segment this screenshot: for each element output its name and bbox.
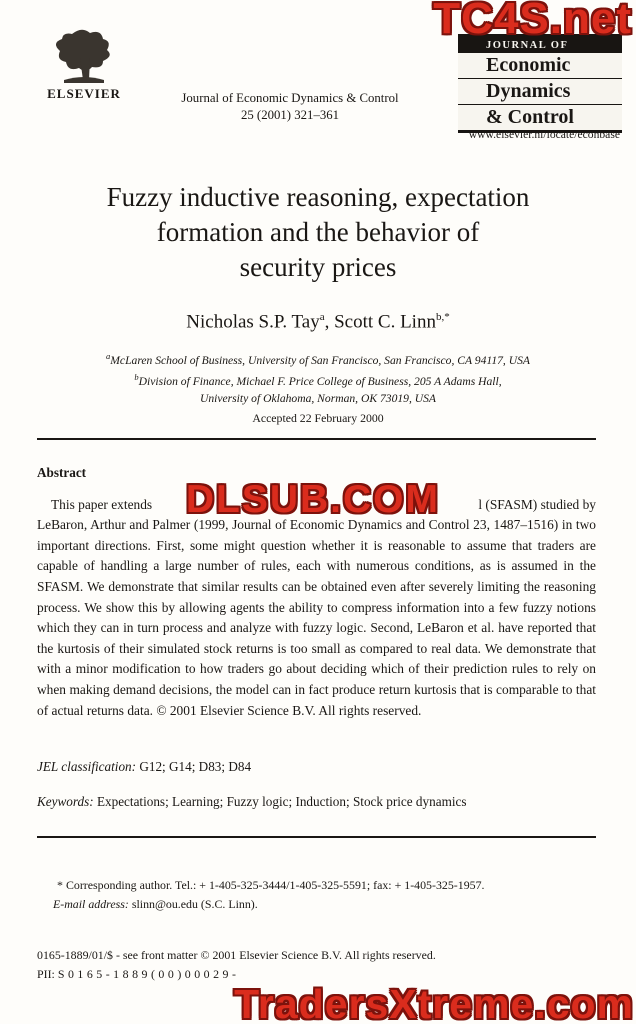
masthead-line: & Control (486, 106, 574, 128)
divider (37, 438, 596, 440)
keywords-line (37, 794, 596, 810)
authors-line (0, 311, 636, 333)
pii-value: S0165-1889(00)00029- (57, 967, 240, 981)
paper-title (0, 180, 636, 285)
masthead-kicker: JOURNAL OF (458, 38, 622, 53)
pii-label: PII: (37, 967, 55, 981)
footer-issn-line: 0165-1889/01/$ - see front matter © 2001 Elsevier Science B.V. All rights reserved. (37, 948, 436, 962)
affiliation-mark: b (134, 372, 139, 383)
keywords-label: Keywords: (37, 794, 94, 809)
affiliations (0, 348, 636, 407)
keywords-value: Expectations; Learning; Fuzzy logic; Induction; Stock price dynamics (96, 794, 467, 809)
journal-website-url: www.elsevier.nl/locate/econbase (468, 128, 620, 141)
watermark-tc4s: TC4S.net (433, 0, 632, 43)
affiliation-text: University of Oklahoma, Norman, OK 73019, USA (199, 391, 437, 405)
affiliation-mark: a (106, 351, 111, 361)
author-name: Scott C. Linn (334, 311, 436, 333)
abstract-body: LeBaron, Arthur and Palmer (1999, Journal of Economic Dynamics and Control 23, 1487–1516) in two important directions. First, some might question whether it is reasonable to assume that traders are capable of handling a large number of rules, each with numerous conditions, as is assumed in the SFASM. We demonstrate that similar results can be obtained even after severely limiting the reasoning process. We show this by allowing agents the ability to compress information into a few fuzzy notions which they can in turn process and analyze with fuzzy logic. Second, LeBaron et al. have reported that the kurtosis of their simulated stock returns is too small as compared to real data. We demonstrate that with a minor modification to how traders go about deciding which of their prediction rules to rely on when making demand decisions, the model can in fact produce return kurtosis that is comparable to that of actual returns data. © 2001 Elsevier Science B.V. All rights reserved. (37, 517, 596, 718)
jel-classification-line (37, 759, 596, 775)
abstract-text-fragment: This paper extends (51, 496, 153, 512)
paragraph-indent (37, 495, 51, 516)
author-name: Nicholas S.P. Tay (186, 311, 320, 333)
jel-label: JEL classification: (37, 759, 137, 774)
affiliation-text: Division of Finance, Michael F. Price College of Business, 205 A Adams Hall, (138, 375, 502, 389)
affiliation-line (0, 369, 636, 390)
corresponding-author-note (53, 876, 596, 895)
footnote-text: Corresponding author. Tel.: + 1-405-325-3444/1-405-325-5591; fax: + 1-405-325-1957. (65, 878, 485, 892)
masthead-line: Economic (458, 53, 622, 79)
footnote-marker: * (57, 878, 63, 892)
email-address-line (53, 895, 596, 914)
abstract-heading: Abstract (37, 465, 87, 480)
title-line: formation and the behavior of (156, 217, 480, 247)
journal-masthead (458, 34, 622, 133)
title-line: Fuzzy inductive reasoning, expectation (106, 182, 530, 212)
masthead-line: Dynamics (458, 79, 622, 105)
volume-info: 25 (2001) 321–361 (240, 108, 340, 122)
accepted-date: Accepted 22 February 2000 (252, 411, 384, 425)
affiliation-line (0, 391, 636, 408)
email-label: E-mail address: (53, 896, 129, 911)
divider (37, 836, 596, 838)
title-line: security prices (239, 252, 397, 282)
watermark-dlsub: DLSUB.COM (185, 478, 440, 521)
watermark-tradersxtreme: TradersXtreme.com (234, 981, 634, 1024)
author-affiliation-mark: a (319, 311, 325, 323)
email-value: slinn@ou.edu (S.C. Linn). (131, 896, 258, 911)
affiliation-line (0, 348, 636, 369)
abstract-text-fragment: l (SFASM) studied by (478, 496, 596, 512)
elsevier-wordmark: ELSEVIER (47, 86, 121, 101)
jel-value: G12; G14; D83; D84 (139, 759, 252, 774)
footer-pii-line (37, 967, 239, 982)
affiliation-text: McLaren School of Business, University of San Francisco, San Francisco, CA 94117, USA (110, 353, 530, 367)
journal-name: Journal of Economic Dynamics & Control (181, 91, 399, 105)
author-affiliation-mark: b,* (435, 311, 450, 323)
author-separator: , (324, 311, 335, 333)
journal-citation (140, 90, 440, 124)
elsevier-tree-icon (42, 26, 126, 84)
corresponding-author-footnote (37, 876, 596, 913)
elsevier-logo (36, 26, 132, 102)
